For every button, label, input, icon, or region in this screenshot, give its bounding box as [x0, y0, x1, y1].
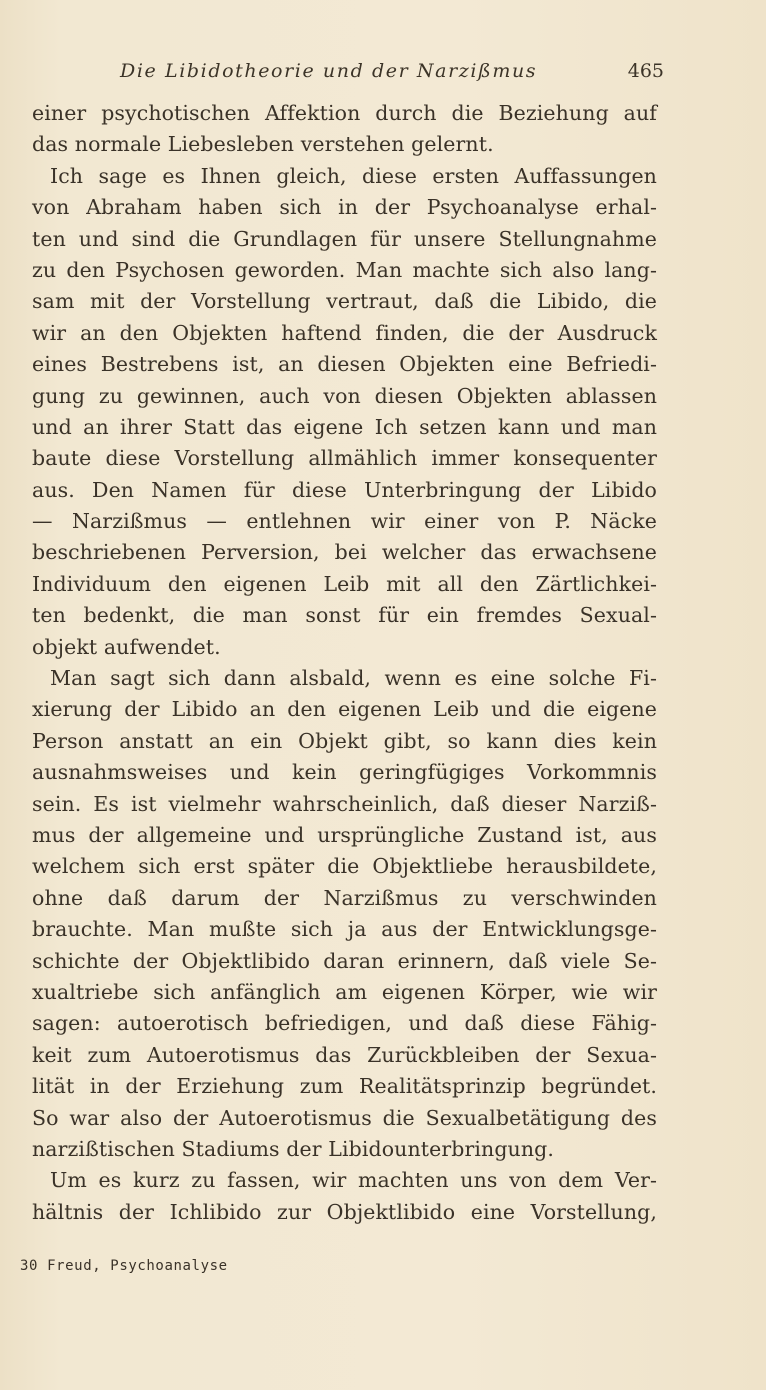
- text-line: Man sagt sich dann alsbald, wenn es eine solche Fi-: [50, 666, 657, 691]
- page-number: 465: [627, 60, 664, 82]
- text-line: wir an den Objekten haftend finden, die der Ausdruck: [32, 320, 657, 345]
- text-line: ten und sind die Grundlagen für unsere Stellungnahme: [32, 226, 657, 251]
- text-line: welchem sich erst später die Objektliebe herausbildete,: [32, 854, 657, 879]
- text-line: lität in der Erziehung zum Realitätsprinzip begründet.: [32, 1074, 657, 1099]
- text-line: und an ihrer Statt das eigene Ich setzen kann und man: [32, 414, 657, 439]
- text-line: eines Bestrebens ist, an diesen Objekten eine Befriedi-: [32, 352, 657, 377]
- running-title: Die Libidotheorie und der Narzißmus: [120, 60, 538, 82]
- text-line: baute diese Vorstellung allmählich immer konsequenter: [32, 446, 657, 471]
- text-line: mus der allgemeine und ursprüngliche Zustand ist, aus: [32, 822, 657, 847]
- text-line: einer psychotischen Affektion durch die Beziehung auf: [32, 101, 657, 125]
- text-line: Ich sage es Ihnen gleich, diese ersten Auffassungen: [50, 163, 657, 188]
- running-header: [32, 60, 664, 90]
- body-text: [32, 98, 657, 1228]
- text-line: sam mit der Vorstellung vertraut, daß die Libido, die: [32, 289, 657, 314]
- text-line: von Abraham haben sich in der Psychoanalyse erhal-: [32, 195, 657, 220]
- printer-signature: 30 Freud, Psychoanalyse: [20, 1258, 228, 1274]
- text-line: Person anstatt an ein Objekt gibt, so kann dies kein: [32, 728, 657, 753]
- text-line: objekt aufwendet.: [32, 634, 221, 659]
- text-line: sagen: autoerotisch befriedigen, und daß diese Fähig-: [32, 1011, 657, 1036]
- text-line: das normale Liebesleben verstehen gelernt.: [32, 132, 494, 157]
- text-line: keit zum Autoerotismus das Zurückbleiben der Sexua-: [32, 1042, 657, 1067]
- text-line: beschriebenen Perversion, bei welcher das erwachsene: [32, 540, 657, 565]
- text-line: aus. Den Namen für diese Unterbringung der Libido: [32, 477, 657, 502]
- text-line: xualtriebe sich anfänglich am eigenen Körper, wie wir: [32, 979, 657, 1004]
- text-line: Individuum den eigenen Leib mit all den Zärtlichkei-: [32, 571, 657, 596]
- text-line: narzißtischen Stadiums der Libidounterbringung.: [32, 1136, 554, 1161]
- text-line: zu den Psychosen geworden. Man machte sich also lang-: [32, 257, 657, 282]
- text-line: — Narzißmus — entlehnen wir einer von P. Näcke: [32, 509, 657, 534]
- text-line: Um es kurz zu fassen, wir machten uns von dem Ver-: [50, 1168, 657, 1193]
- text-line: gung zu gewinnen, auch von diesen Objekten ablassen: [32, 383, 657, 408]
- text-line: ausnahmsweises und kein geringfügiges Vorkommnis: [32, 760, 657, 785]
- text-line: ohne daß darum der Narzißmus zu verschwinden: [32, 885, 657, 910]
- text-line: brauchte. Man mußte sich ja aus der Entwicklungsge-: [32, 917, 657, 942]
- text-line: xierung der Libido an den eigenen Leib und die eigene: [32, 697, 657, 722]
- text-line: So war also der Autoerotismus die Sexualbetätigung des: [32, 1105, 657, 1130]
- text-line: hältnis der Ichlibido zur Objektlibido eine Vorstellung,: [32, 1199, 657, 1224]
- text-line: ten bedenkt, die man sonst für ein fremdes Sexual-: [32, 603, 657, 628]
- text-line: schichte der Objektlibido daran erinnern, daß viele Se-: [32, 948, 657, 973]
- text-line: sein. Es ist vielmehr wahrscheinlich, daß dieser Narziß-: [32, 791, 657, 816]
